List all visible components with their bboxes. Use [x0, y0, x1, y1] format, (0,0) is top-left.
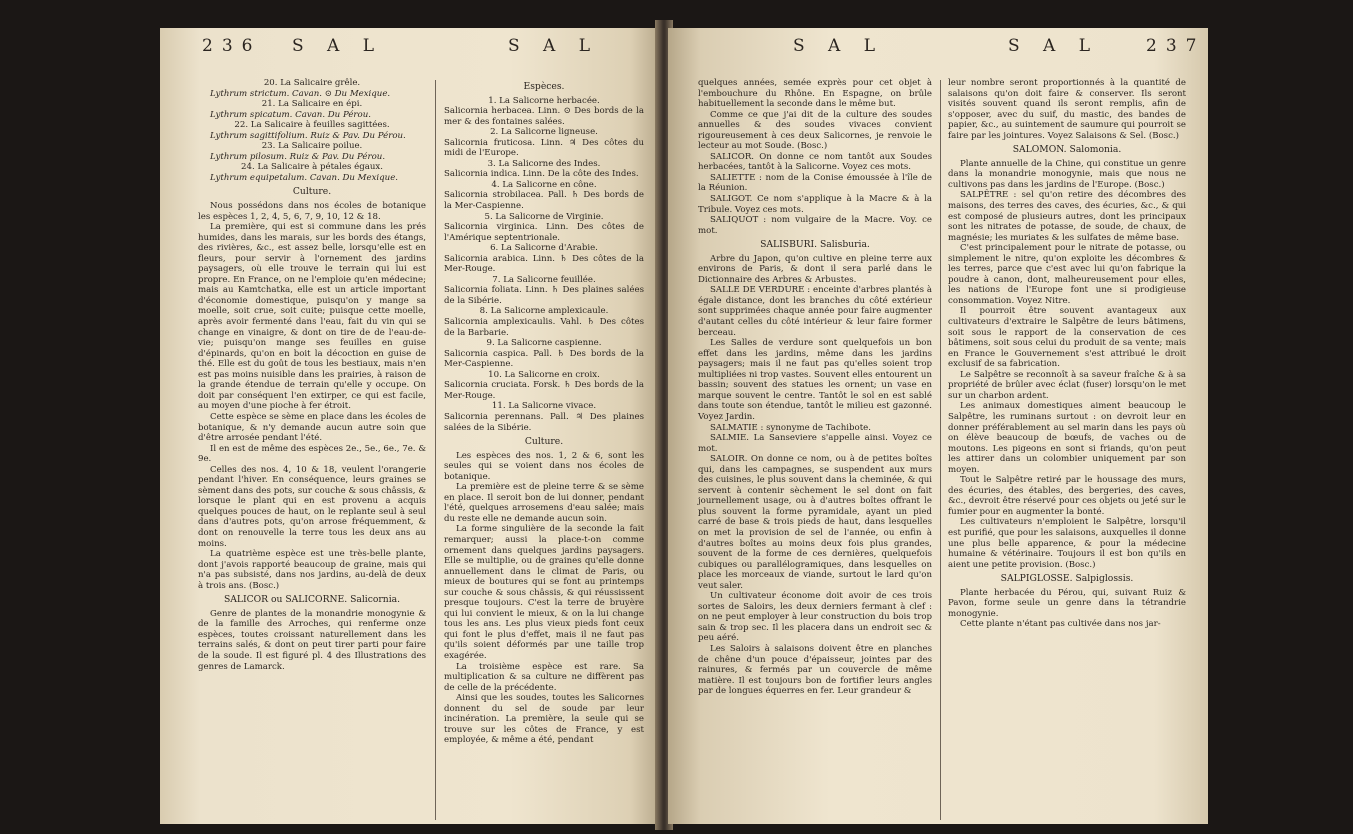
paragraph: Les animaux domestiques aiment beaucoup le Salpêtre, les ruminans surtout : on devroit leur en donner préférablement au sel marin dans les pays où on élève beaucoup de bœufs, de vaches ou de moutons. Les pigeons en sont si friands, qu'on peut les attirer dans un colombier uniquement par son moyen. — [948, 401, 1186, 475]
section-heading: SALICOR ou SALICORNE. Salicornia. — [223, 594, 401, 606]
page-number: 236 — [202, 36, 262, 56]
paragraph: 20. La Salicaire grêle. — [263, 78, 361, 88]
paragraph: quelques années, semée exprès pour cet objet à l'embouchure du Rhône. En Espagne, on brûle habituellement la seconde dans le même but. — [698, 78, 932, 110]
paragraph: 22. La Salicaire à feuilles sagittées. — [234, 120, 390, 131]
column-rule — [940, 80, 941, 820]
running-head-col2: S A L — [1008, 36, 1100, 56]
paragraph: Comme ce que j'ai dit de la culture des soudes annuelles & des soudes vivaces convient rigoureusement à ces deux Salicornes, je renvoie le lecteur au mot Soude. (Bosc.) — [698, 109, 932, 152]
paragraph: La quatrième espèce est une très-belle plante, dont j'avois rapporté beaucoup de graine, mais qui n'a pas subsisté, dans nos jardins, au-delà de deux à trois ans. (Bosc.) — [198, 549, 426, 591]
paragraph: 11. La Salicorne vivace. — [491, 401, 597, 412]
paragraph: SALPÊTRE : sel qu'on retire des décombres des maisons, des terres des caves, des écuries, &c., & qui est composé de plusieurs autres, dont les principaux sont les nitrates de potasse, de soude, de chaux, de magnésie; les muriates & les sulfates de même base. — [948, 190, 1186, 243]
paragraph: Lythrum spicatum. Cavan. Du Pérou. — [210, 109, 371, 120]
paragraph: Salicornia caspica. Pall. ♄ Des bords de la Mer-Caspienne. — [444, 348, 644, 370]
left-running-head — [160, 36, 660, 66]
paragraph: Arbre du Japon, qu'on cultive en pleine terre aux environs de Paris, & dont il sera parlé dans le Dictionnaire des Arbres & Arbustes. — [698, 253, 932, 285]
paragraph: 3. La Salicorne des Indes. — [487, 158, 601, 169]
paragraph: SALMIE. La Sanseviere s'appelle ainsi. Voyez ce mot. — [698, 433, 932, 454]
paragraph: Tout le Salpêtre retiré par le houssage des murs, des écuries, des étables, des bergeries, des caves, &c., devroit être réservé pour ces objets ou jeté sur le fumier pour en augmenter la bonté. — [948, 475, 1186, 517]
paragraph: Salicornia fruticosa. Linn. ♃ Des côtes du midi de l'Europe. — [444, 137, 644, 159]
right-running-head — [668, 36, 1208, 66]
paragraph: 4. La Salicorne en cône. — [491, 179, 597, 190]
paragraph: Ainsi que les soudes, toutes les Salicornes donnent du sel de soude par leur incinération. La première, la seule qui se trouve sur les côtes de France, y est employée, & même a été, pendant — [444, 693, 644, 746]
left-column-2 — [444, 78, 644, 746]
section-heading: SALPIGLOSSE. Salpiglossis. — [1000, 573, 1134, 585]
paragraph: La première est de pleine terre & se sème en place. Il seroit bon de lui donner, pendant l'été, quelques arrosemens d'eau salée; mais du reste elle ne demande aucun soin. — [444, 482, 644, 524]
paragraph: SALICOR. On donne ce nom tantôt aux Soudes herbacées, tantôt à la Salicorne. Voyez ces mots. — [698, 151, 932, 173]
running-head-col1: S A L — [292, 36, 384, 56]
paragraph: SALIETTE : nom de la Conise émoussée à l'île de la Réunion. — [698, 172, 932, 194]
section-heading: Espèces. — [523, 81, 565, 92]
section-heading: SALOMON. Salomonia. — [1012, 144, 1122, 156]
section-heading: Culture. — [524, 436, 564, 448]
paragraph: SALLE DE VERDURE : enceinte d'arbres plantés à égale distance, dont les branches du côté extérieur sont supprimées chaque année pour faire augmenter d'autant celles du côté intérieur & leur faire former berceau. — [698, 285, 932, 338]
paragraph: 1. La Salicorne herbacée. — [488, 95, 600, 106]
paragraph: SALOIR. On donne ce nom, ou à de petites boîtes qui, dans les campagnes, se suspendent aux murs des cuisines, le plus souvent dans la cheminée, & qui servent à contenir sèchement le sel dont on fait journellement usage, ou à d'autres boîtes offrant le plus souvent la forme pyramidale, ayant un pied carré de base & trois pieds de haut, dans lesquelles on met la provision de sel de l'année, ou enfin à d'autres boîtes au moins deux fois plus grandes, souvent de la forme de ces dernières, quelquefois cubiques ou parallélogramiques, dans lesquelles on place les morceaux de viande, surtout le lard qu'on veut saler. — [698, 454, 932, 591]
paragraph: La troisième espèce est rare. Sa multiplication & sa culture ne diffèrent pas de celle de la précédente. — [444, 661, 644, 693]
paragraph: Lythrum sagittifolium. Ruiz & Pav. Du Pérou. — [210, 130, 406, 141]
paragraph: SALMATIE : synonyme de Tachibote. — [710, 422, 871, 433]
paragraph: 21. La Salicaire en épi. — [261, 99, 363, 110]
left-column-1 — [198, 78, 426, 672]
running-head-col1: S A L — [793, 36, 885, 56]
paragraph: Salicornia strobilacea. Pall. ♄ Des bords de la Mer-Caspienne. — [444, 190, 644, 212]
right-column-2 — [948, 78, 1186, 630]
paragraph: Salicornia perennans. Pall. ♃ Des plaines salées de la Sibérie. — [444, 411, 644, 433]
paragraph: Le Salpêtre se reconnoît à sa saveur fraîche & à sa propriété de brûler avec éclat (fuser) lorsqu'on le met sur un charbon ardent. — [948, 369, 1186, 401]
paragraph: 8. La Salicorne amplexicaule. — [479, 306, 609, 317]
paragraph: SALIGOT. Ce nom s'applique à la Macre & à la Tribule. Voyez ces mots. — [698, 194, 932, 215]
paragraph: Salicornia foliata. Linn. ♄ Des plaines salées de la Sibérie. — [444, 285, 644, 306]
right-page — [668, 28, 1208, 824]
paragraph: Salicornia arabica. Linn. ♄ Des côtes de la Mer-Rouge. — [444, 253, 644, 275]
paragraph: Un cultivateur économe doit avoir de ces trois sortes de Saloirs, les deux derniers fermant à clef : on ne peut employer à leur construction du bois trop sain & trop sec. Il les placera dans un endroit sec & peu aéré. — [698, 591, 932, 644]
paragraph: C'est principalement pour le nitrate de potasse, ou simplement le nitre, qu'on exploite les décombres & les terres, parce que c'est avec lui qu'on fabrique la poudre à canon, dont, malheureusement pour elles, les nations de l'Europe font une si prodigieuse consommation. Voyez Nitre. — [948, 243, 1186, 306]
paragraph: Il en est de même des espèces 2e., 5e., 6e., 7e. & 9e. — [198, 443, 426, 465]
paragraph: Salicornia indica. Linn. De la côte des Indes. — [444, 169, 639, 180]
paragraph: Lythrum pilosum. Ruiz & Pav. Du Pérou. — [210, 151, 386, 162]
paragraph: SALIQUOT : nom vulgaire de la Macre. Voy. ce mot. — [698, 215, 932, 236]
section-heading: Culture. — [292, 186, 332, 198]
paragraph: Cette plante n'étant pas cultivée dans nos jar- — [960, 619, 1161, 630]
paragraph: 23. La Salicaire poilue. — [261, 141, 363, 152]
paragraph: 24. La Salicaire à pétales égaux. — [241, 162, 383, 173]
paragraph: Les Saloirs à salaisons doivent être en planches de chêne d'un pouce d'épaisseur, jointes par des rainures, & fermés par un couvercle de même matière. Il est toujours bon de fortifier leurs angles par de longues équerres en fer. Leur grandeur & — [698, 643, 932, 697]
paragraph: Celles des nos. 4, 10 & 18, veulent l'orangerie pendant l'hiver. En conséquence, leurs graines se sèment dans des pots, sur couche & sous châssis, & lorsque le plant qui en est provenu a acquis quelques pouces de haut, on le replante seul à seul dans d'autres pots, qu'on arrose fréquemment, & dont on renouvelle la terre tous les deux ans au moins. — [198, 464, 426, 549]
column-rule — [435, 80, 436, 820]
paragraph: Salicornia cruciata. Forsk. ♄ Des bords de la Mer-Rouge. — [444, 380, 644, 401]
paragraph: 10. La Salicorne en croix. — [488, 369, 600, 380]
paragraph: Cette espèce se sème en place dans les écoles de botanique, & n'y demande aucun autre soin que d'être arrosée pendant l'été. — [198, 411, 426, 444]
paragraph: leur nombre seront proportionnés à la quantité de salaisons qu'on doit faire & conserver. Ils seront visités souvent quand ils seront remplis, afin de s'opposer, avec du suif, du mastic, des bandes de papier, &c., au suintement de saumure qui pourroit se faire par les jointures. Voyez Salaisons & Sel. (Bosc.) — [948, 78, 1186, 141]
paragraph: Salicornia herbacea. Linn. ⊙ Des bords de la mer & des fontaines salées. — [444, 106, 644, 127]
left-page — [160, 28, 660, 824]
right-column-1 — [698, 78, 932, 697]
section-heading: SALISBURI. Salisburia. — [760, 239, 870, 251]
paragraph: Plante herbacée du Pérou, qui, suivant Ruiz & Pavon, forme seule un genre dans la tétrandrie monogynie. — [948, 587, 1186, 619]
running-head-col2: S A L — [508, 36, 600, 56]
paragraph: Genre de plantes de la monandrie monogynie & de la famille des Arroches, qui renferme onze espèces, toutes croissant naturellement dans les terrains salés, & dont on peut tirer parti pour faire de la soude. Il est figuré pl. 4 des Illustrations des genres de Lamarck. — [198, 608, 426, 672]
paragraph: 6. La Salicorne d'Arabie. — [490, 243, 598, 254]
paragraph: 2. La Salicorne ligneuse. — [490, 127, 598, 138]
paragraph: La forme singulière de la seconde la fait remarquer; aussi la place-t-on comme ornement dans quelques jardins paysagers. Elle se multiplie, ou de graines qu'elle donne annuellement dans le climat de Paris, ou mieux de boutures qui se font au printemps sur couche & sous châssis, & qui réussissent presque toujours. C'est la terre de bruyère qui lui convient le mieux, & on la lui change tous les ans. Les plus vieux pieds font ceux qui font le plus d'effet, mais il ne faut pas qu'ils soient déformés par une taille trop exagérée. — [444, 524, 644, 661]
paragraph: Les cultivateurs n'emploient le Salpêtre, lorsqu'il est purifié, que pour les salaisons, auxquelles il donne une plus belle apparence, & pour la médecine humaine & vétérinaire. Toujours il est bon qu'ils en aient une petite provision. (Bosc.) — [948, 517, 1186, 570]
paragraph: Lythrum strictum. Cavan. ⊙ Du Mexique. — [210, 88, 391, 99]
paragraph: La première, qui est si commune dans les prés humides, dans les marais, sur les bords des étangs, des rivières, &c., est assez belle, lorsqu'elle est en fleurs, pour servir à l'ornement des jardins paysagers, où elle trouve le terrain qui lui est propre. En France, on ne l'emploie qu'en médecine; mais au Kamtchatka, elle est un article important d'économie domestique, puisqu'on y mange sa moelle, soit crue, soit cuite; puisque cette moelle, après avoir fermenté dans l'eau, fait du vin qui se change en vinaigre, & dont on tire de de l'eau-de-vie; puisqu'on mange ses feuilles en guise d'épinards, qu'on en boit la décoction en guise de thé. Elle est du goût de tous les bestiaux, mais n'en est pas moins nuisible dans les prairies, à raison de la grande étendue de terrain qu'elle y occupe. On doit par conséquent l'en extirper, ce qui est facile, au moyen d'une pioche à fer étroit. — [198, 222, 426, 412]
paragraph: Salicornia amplexicaulis. Vahl. ♄ Des côtes de la Barbarie. — [444, 317, 644, 338]
page-number: 237 — [1146, 36, 1206, 56]
paragraph: Lythrum equipetalum. Cavan. Du Mexique. — [210, 172, 399, 183]
paragraph: 7. La Salicorne feuillée. — [492, 274, 596, 285]
paragraph: Nous possédons dans nos écoles de botanique les espèces 1, 2, 4, 5, 6, 7, 9, 10, 12 & 18. — [198, 201, 426, 222]
paragraph: 9. La Salicorne caspienne. — [486, 338, 602, 349]
paragraph: Il pourroit être souvent avantageux aux cultivateurs d'extraire le Salpêtre de leurs bâtimens, soit sous le rapport de la conservation de ces bâtimens, soit sous celui du produit de sa vente; mais en France le Gouvernement s'est attribué le droit exclusif de sa fabrication. — [948, 306, 1186, 370]
paragraph: 5. La Salicorne de Virginie. — [484, 211, 604, 222]
paragraph: Salicornia virginica. Linn. Des côtes de l'Amérique septentrionale. — [444, 222, 644, 243]
paragraph: Les Salles de verdure sont quelquefois un bon effet dans les jardins, même dans les jardins paysagers; mais il ne faut pas qu'elles soient trop multipliées ni trop vastes. Souvent elles entourent un bassin; souvent des statues les ornent; un vase en marque souvent le centre. Tantôt le sol en est sablé dans toute son étendue, tantôt le milieu est gazonné. Voyez Jardin. — [698, 338, 932, 422]
paragraph: Plante annuelle de la Chine, qui constitue un genre dans la monandrie monogynie, mais que nous ne cultivons pas dans les jardins de l'Europe. (Bosc.) — [948, 158, 1186, 190]
paragraph: Les espèces des nos. 1, 2 & 6, sont les seules qui se voient dans nos écoles de botanique. — [444, 450, 644, 482]
